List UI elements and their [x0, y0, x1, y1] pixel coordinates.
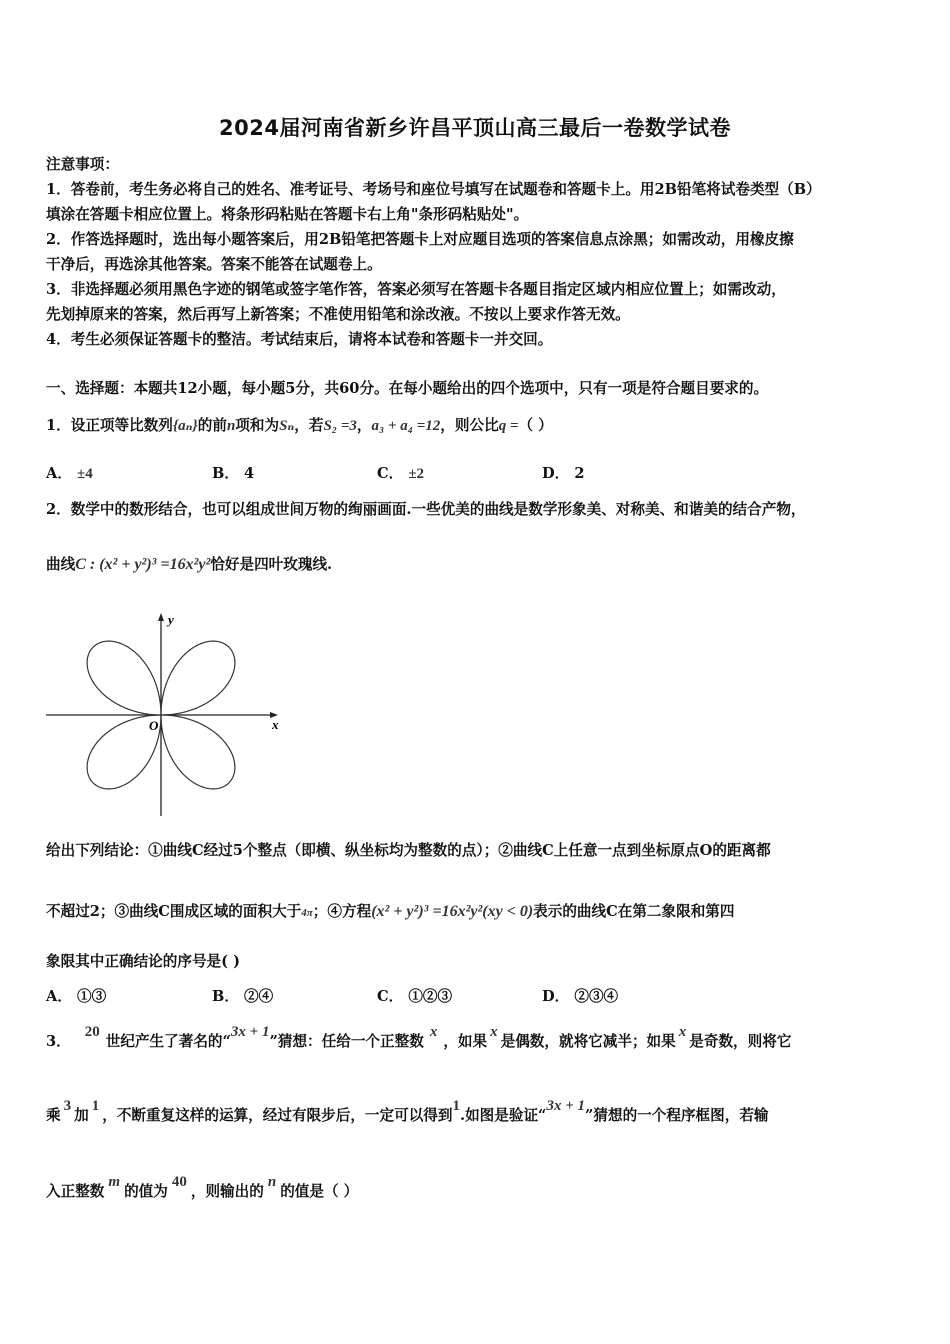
- rose-curve-figure: [46, 608, 286, 818]
- q2-equation: C : (x² + y²)³ =16x²y²: [75, 556, 211, 573]
- q1-option-b[interactable]: B． 4: [212, 465, 255, 482]
- section-heading: 一、选择题：本题共12小题，每小题5分，共60分。在每小题给出的四个选项中，只有一项是符合题目要求的。: [46, 380, 769, 397]
- notice-line-1a: 1．答卷前，考生务必将自己的姓名、准考证号、考场号和座位号填写在试题卷和答题卡上。用2B铅笔将试卷类型（B）: [46, 181, 821, 198]
- q1-n: n: [226, 418, 236, 434]
- q1-text-1: 1．设正项等比数列: [46, 417, 173, 434]
- question-1: [46, 414, 553, 435]
- q2-line-2: 曲线C : (x² + y²)³ =16x²y²恰好是四叶玫瑰线.: [46, 556, 333, 573]
- q1-condition-2: a₃ + a₄ =12: [371, 418, 441, 434]
- q3-century: 20: [84, 1024, 100, 1040]
- origin-label: O: [149, 718, 159, 733]
- q2-option-a[interactable]: A． ①③: [46, 988, 107, 1005]
- q1-condition-1: S₂ =3: [323, 418, 357, 434]
- q3-line-2: 乘3加1，不断重复这样的运算，经过有限步后，一定可以得到1.如图是验证“3x + 1”猜想的一个程序框图，若输: [46, 1098, 769, 1124]
- q1-text-5: ，: [356, 417, 372, 434]
- q1-option-a[interactable]: A． ±4: [46, 465, 93, 482]
- q1-text-3: 项和为: [235, 417, 280, 434]
- q2-option-b[interactable]: B． ②④: [212, 988, 274, 1005]
- y-axis-label: y: [168, 612, 174, 627]
- q1-blank: （ ）: [518, 417, 553, 434]
- q2-line-4: 不超过2；③曲线C围成区域的面积大于4π；④方程(x² + y²)³ =16x²y²(xy < 0)表示的曲线C在第二象限和第四: [46, 903, 735, 920]
- q1-text-6: ，则公比: [440, 417, 499, 434]
- x-axis-label: x: [272, 717, 279, 732]
- notice-line-2b: 干净后，再选涂其他答案。答案不能答在试题卷上。: [46, 256, 382, 273]
- q1-option-d[interactable]: D． 2: [542, 465, 585, 482]
- q2-line-1: 2．数学中的数形结合，也可以组成世间万物的绚丽画面.一些优美的曲线是数学形象美、对称美、和谐美的结合产物，: [46, 501, 806, 518]
- q1-q: q =: [498, 418, 519, 434]
- notice-line-1b: 填涂在答题卡相应位置上。将条形码粘贴在答题卡右上角"条形码粘贴处"。: [46, 206, 529, 223]
- page-title: 2024届河南省新乡许昌平顶山高三最后一卷数学试卷: [219, 116, 731, 140]
- y-axis-arrow: [158, 613, 164, 621]
- q2-option-c[interactable]: C． ①②③: [377, 988, 453, 1005]
- q2-equation-2: (x² + y²)³ =16x²y²(xy < 0): [371, 903, 534, 920]
- notice-heading: 注意事项：: [46, 156, 119, 173]
- q2-area: 4π: [301, 907, 313, 919]
- q1-text-2: 的前: [197, 417, 227, 434]
- q3-line-3: 入正整数m的值为40，则输出的n的值是（ ）: [46, 1174, 359, 1200]
- q1-sequence: {aₙ}: [172, 418, 198, 434]
- q3-line-1: 3．20世纪产生了著名的“3x + 1”猜想：任给一个正整数x，如果x是偶数，就将它减半；如果x是奇数，则将它: [46, 1024, 792, 1050]
- notice-line-4: 4．考生必须保证答题卡的整洁。考试结束后，请将本试卷和答题卡一并交回。: [46, 331, 553, 348]
- q1-sn: Sₙ: [279, 418, 295, 434]
- notice-line-2a: 2．作答选择题时，选出每小题答案后，用2B铅笔把答题卡上对应题目选项的答案信息点涂黑；如需改动，用橡皮擦: [46, 231, 794, 248]
- q3-expr: 3x + 1: [230, 1024, 270, 1040]
- q1-text-4: ，若: [294, 417, 324, 434]
- q2-line-3: 给出下列结论：①曲线C经过5个整点（即横、纵坐标均为整数的点）；②曲线C上任意一点到坐标原点O的距离都: [46, 842, 771, 859]
- q1-option-c[interactable]: C． ±2: [377, 465, 425, 482]
- q2-line-5: 象限其中正确结论的序号是( ): [46, 953, 241, 970]
- q2-option-d[interactable]: D． ②③④: [542, 988, 619, 1005]
- notice-line-3a: 3．非选择题必须用黑色字迹的钢笔或签字笔作答，答案必须写在答题卡各题目指定区域内相应位置上；如需改动，: [46, 281, 786, 298]
- notice-line-3b: 先划掉原来的答案，然后再写上新答案；不准使用铅笔和涂改液。不按以上要求作答无效。: [46, 306, 630, 323]
